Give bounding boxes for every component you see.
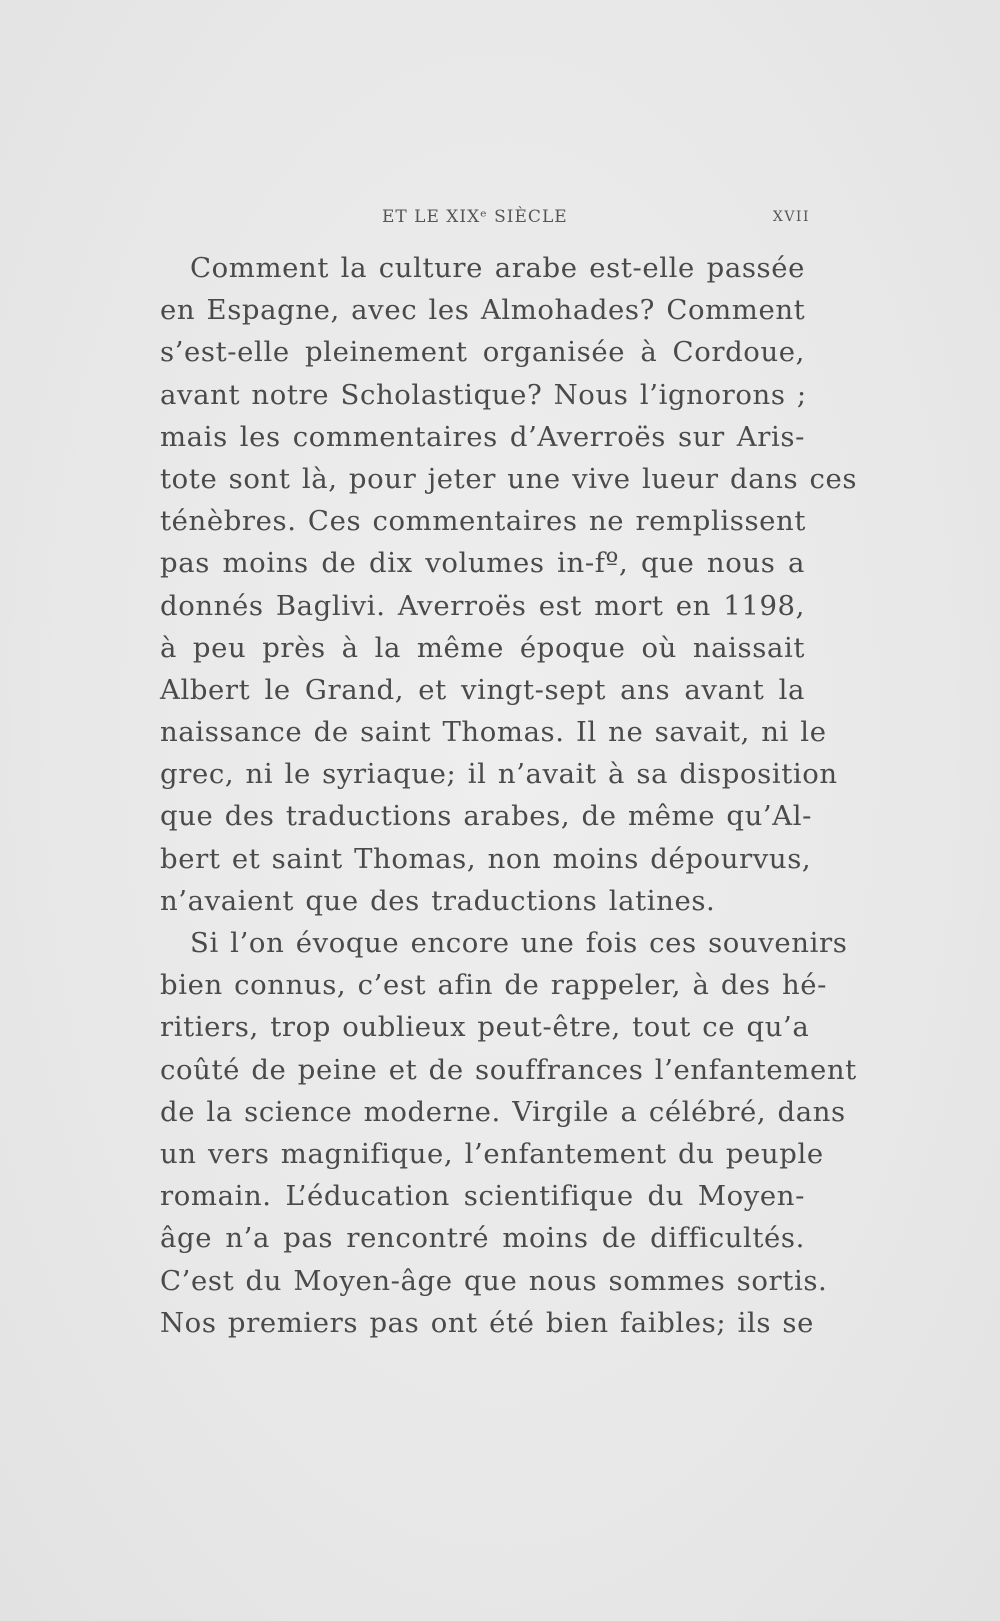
text-line: s’est-elle pleinement organisée à Cordoue,	[160, 336, 805, 369]
text-line: naissance de saint Thomas. Il ne savait, ni le	[160, 716, 827, 749]
text-line: un vers magnifique, l’enfantement du peuple	[160, 1137, 824, 1170]
text-line: de la science moderne. Virgile a célébré, dans	[160, 1095, 846, 1128]
text-line: en Espagne, avec les Almohades? Comment	[160, 294, 806, 327]
text-line: donnés Baglivi. Averroës est mort en 1198,	[160, 589, 805, 622]
text-line: ténèbres. Ces commentaires ne remplissent	[160, 505, 806, 538]
text-line: âge n’a pas rencontré moins de difficultés.	[160, 1222, 805, 1255]
text-line: ritiers, trop oublieux peut-être, tout ce qu’a	[160, 1011, 810, 1044]
text-line: Si l’on évoque encore une fois ces souvenirs	[190, 927, 848, 959]
text-line: avant notre Scholastique? Nous l’ignorons ;	[160, 378, 807, 411]
text-line: que des traductions arabes, de même qu’Al-	[160, 800, 813, 833]
text-line: Comment la culture arabe est-elle passée	[190, 252, 805, 284]
body-text	[160, 247, 858, 1344]
text-line: n’avaient que des traductions latines.	[160, 884, 716, 917]
text-line: Albert le Grand, et vingt-sept ans avant la	[160, 673, 805, 706]
page-number: XVII	[772, 209, 810, 225]
text-line: mais les commentaires d’Averroës sur Aris-	[160, 420, 805, 453]
text-line: tote sont là, pour jeter une vive lueur dans ces	[160, 462, 858, 495]
text-line: grec, ni le syriaque; il n’avait à sa disposition	[160, 758, 838, 791]
running-title: ET LE XIXᵉ SIÈCLE	[382, 207, 568, 227]
text-line: romain. L’éducation scientifique du Moyen-	[160, 1180, 805, 1213]
text-line: pas moins de dix volumes in-fº, que nous a	[160, 547, 805, 580]
text-line: coûté de peine et de souffrances l’enfantement	[160, 1053, 857, 1086]
text-line: bert et saint Thomas, non moins dépourvus,	[160, 842, 812, 875]
text-line: Nos premiers pas ont été bien faibles; ils se	[160, 1306, 815, 1339]
text-line: à peu près à la même époque où naissait	[160, 631, 805, 664]
text-line: bien connus, c’est afin de rappeler, à des hé-	[160, 969, 828, 1002]
text-line: C’est du Moyen-âge que nous sommes sortis.	[160, 1264, 828, 1297]
running-head	[160, 207, 810, 231]
